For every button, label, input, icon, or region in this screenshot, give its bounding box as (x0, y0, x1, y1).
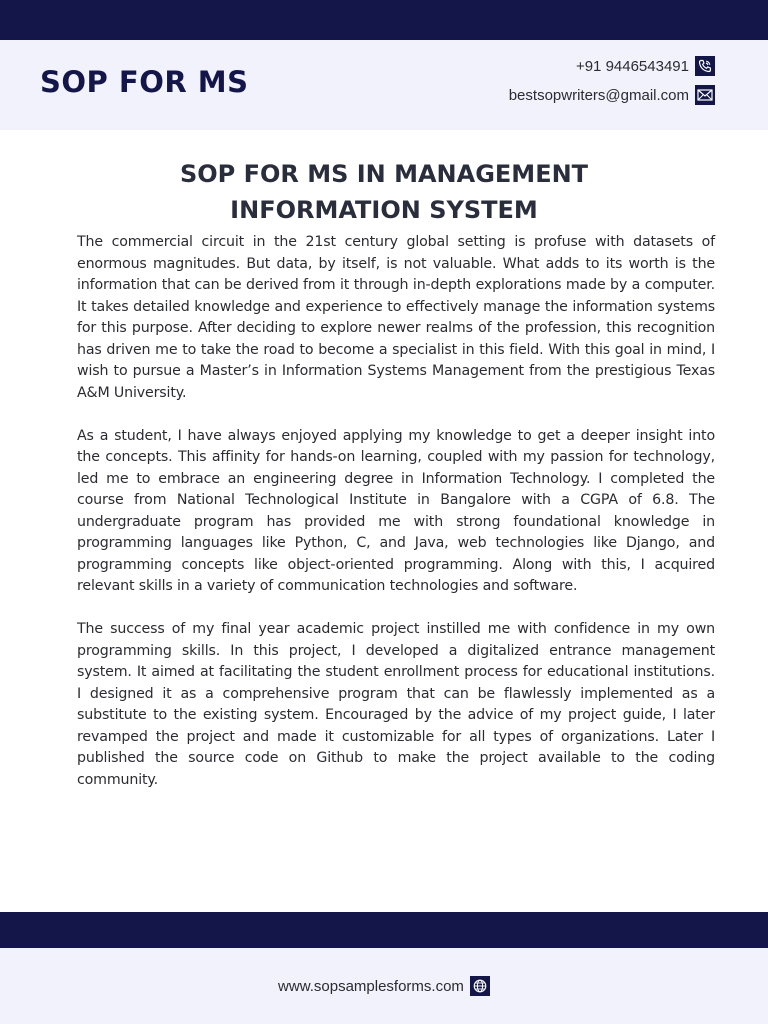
email-address: bestsopwriters@gmail.com (508, 86, 689, 104)
header (0, 40, 768, 130)
document-body (77, 232, 715, 813)
globe-icon (470, 976, 490, 996)
footer (0, 948, 768, 1024)
envelope-icon (695, 85, 715, 105)
title-line-1: SOP FOR MS IN MANAGEMENT (179, 160, 589, 188)
title-line-2: INFORMATION SYSTEM (230, 196, 538, 224)
top-bar (0, 0, 768, 40)
phone-contact (576, 55, 715, 77)
paragraph-3: The success of my final year academic project instilled me with confidence in my own programming skills. In this project, I developed a digitalized entrance management system. It aimed at facilitating the student enrollment process for educational institutions. I designed it as a comprehensive program that can be flawlessly implemented as a substitute to the existing system. Encouraged by the advice of my project guide, I later revamped the project and made it customizable for all types of organizations. Later I published the source code on Github to make the project available to the coding community. (77, 621, 715, 788)
phone-icon (695, 56, 715, 76)
paragraph-1: The commercial circuit in the 21st century global setting is profuse with datasets of enormous magnitudes. But data, by itself, is not valuable. What adds to its worth is the information that can be derived from it through in-depth explorations made by a computer. It takes detailed knowledge and experience to effectively manage the information systems for this purpose. After deciding to explore newer realms of the profession, this recognition has driven me to take the road to become a specialist in this field. With this goal in mind, I wish to pursue a Master’s in Information Systems Management from the prestigious Texas A&M University. (77, 234, 715, 401)
email-contact (509, 84, 715, 106)
website-contact (0, 976, 768, 996)
phone-number: +91 9446543491 (575, 57, 689, 75)
document-title (0, 156, 768, 228)
website-url: www.sopsamplesforms.com (278, 977, 464, 995)
paragraph-2: As a student, I have always enjoyed applying my knowledge to get a deeper insight into the concepts. This affinity for hands-on learning, coupled with my passion for technology, led me to embrace an engineering degree in Information Technology. I completed the course from National Technological Institute in Bangalore with a CGPA of 6.8. The undergraduate program has provided me with strong foundational knowledge in programming languages like Python, C, and Java, web technologies like Django, and programming concepts like object-oriented programming. Along with this, I acquired relevant skills in a variety of communication technologies and software. (77, 427, 715, 594)
brand-title: SOP FOR MS (40, 65, 249, 99)
bottom-bar (0, 912, 768, 948)
